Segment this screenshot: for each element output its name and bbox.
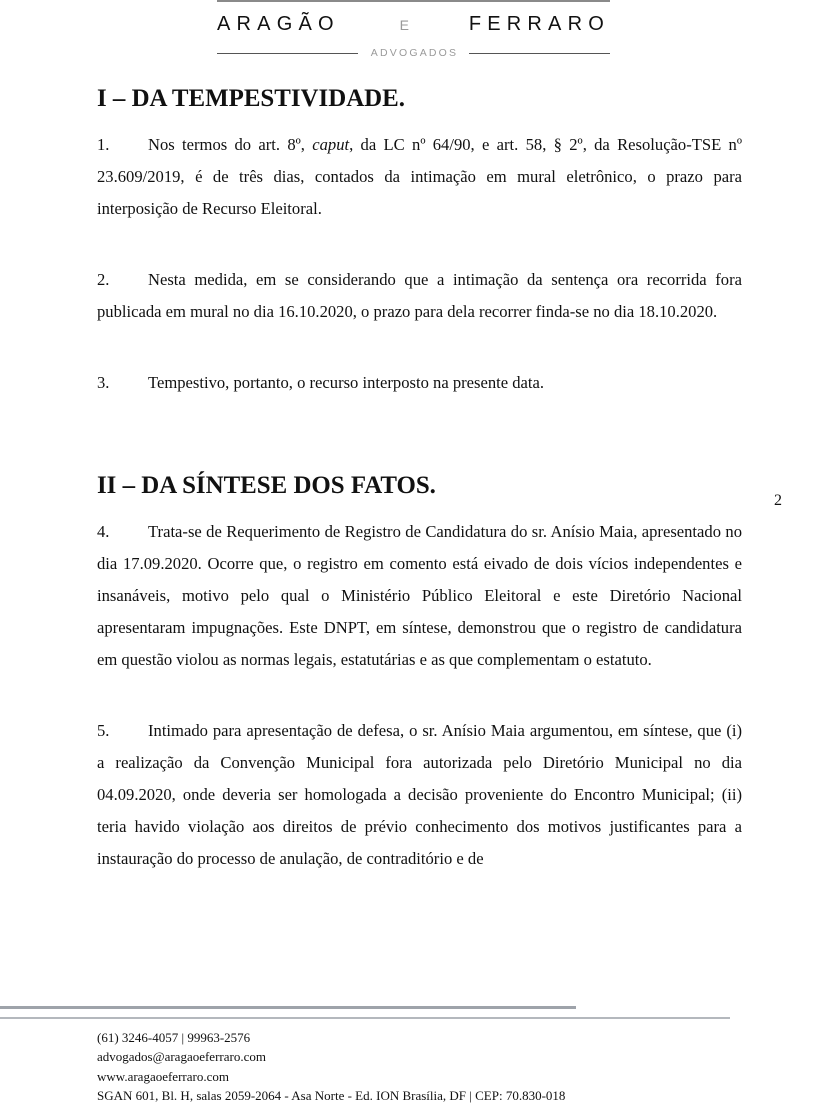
document-body <box>97 84 742 875</box>
subtitle-rule-right <box>469 53 610 54</box>
footer-address: SGAN 601, Bl. H, salas 2059-2064 - Asa Norte - Ed. ION Brasília, DF | CEP: 70.830-018 <box>97 1087 566 1103</box>
paragraph-text: Tempestivo, portanto, o recurso interposto na presente data. <box>148 373 545 392</box>
footer-email[interactable]: advogados@aragaoeferraro.com <box>97 1049 266 1065</box>
paragraph-text: , da LC nº 64/90, e art. 58, § 2º, da Resolução-TSE nº 23.609/2019, é de três dias, contados da intimação em mural eletrônico, o prazo para interposição de Recurso Eleitoral. <box>97 135 742 218</box>
paragraph-text: Trata-se de Requerimento de Registro de Candidatura do sr. Anísio Maia, apresentado no dia 17.09.2020. Ocorre que, o registro em comento está eivado de dois vícios independentes e insanáveis, motivo pelo qual o Ministério Público Eleitoral e este Diretório Nacional apresentaram impugnações. Este DNPT, em síntese, demonstrou que o registro de candidatura em questão violou as normas legais, estatutárias e as que complementam o estatuto. <box>97 522 742 669</box>
paragraph-number: 3. <box>97 373 110 392</box>
paragraph-1 <box>97 129 742 225</box>
paragraph-number: 1. <box>97 135 110 154</box>
paragraph-number: 5. <box>97 721 110 740</box>
page-number: 2 <box>774 492 782 509</box>
footer-contact <box>97 1028 565 1105</box>
paragraph-5 <box>97 715 742 875</box>
logo-subtitle-row <box>217 45 610 61</box>
section-heading: I – DA TEMPESTIVIDADE. <box>97 85 405 112</box>
paragraph-text: Nos termos do art. 8º, <box>148 135 313 154</box>
section-heading: II – DA SÍNTESE DOS FATOS. <box>97 472 436 499</box>
footer-rule-thick <box>0 1006 576 1009</box>
logo-name-left: ARAGÃO <box>217 13 340 35</box>
footer-phone: (61) 3246-4057 | 99963-2576 <box>97 1030 251 1045</box>
paragraph-number: 4. <box>97 522 110 541</box>
header-top-rule <box>217 0 610 2</box>
paragraph-text: Intimado para apresentação de defesa, o sr. Anísio Maia argumentou, em síntese, que (i) a realização da Convenção Municipal fora autorizada pelo Diretório Municipal no dia 04.09.2020, onde deveria ser homologada a decisão proveniente do Encontro Municipal; (ii) teria havido violação aos direitos de prévio conhecimento dos motivos justificantes para a instauração do processo de anulação, de contraditório e de <box>97 721 742 868</box>
firm-logo <box>217 12 610 36</box>
paragraph-number: 2. <box>97 270 110 289</box>
paragraph-italic-text: caput <box>312 135 350 154</box>
footer-website[interactable]: www.aragaoeferraro.com <box>97 1068 229 1084</box>
logo-subtitle: ADVOGADOS <box>370 47 459 59</box>
logo-name-right: FERRARO <box>468 13 610 35</box>
paragraph-2 <box>97 264 742 328</box>
paragraph-4 <box>97 516 742 676</box>
subtitle-rule-left <box>217 53 358 54</box>
logo-connector: E <box>399 17 409 33</box>
paragraph-3 <box>97 367 742 399</box>
footer-rule-thin <box>0 1017 730 1019</box>
paragraph-text: Nesta medida, em se considerando que a intimação da sentença ora recorrida fora publicada em mural no dia 16.10.2020, o prazo para dela recorrer finda-se no dia 18.10.2020. <box>97 270 742 321</box>
